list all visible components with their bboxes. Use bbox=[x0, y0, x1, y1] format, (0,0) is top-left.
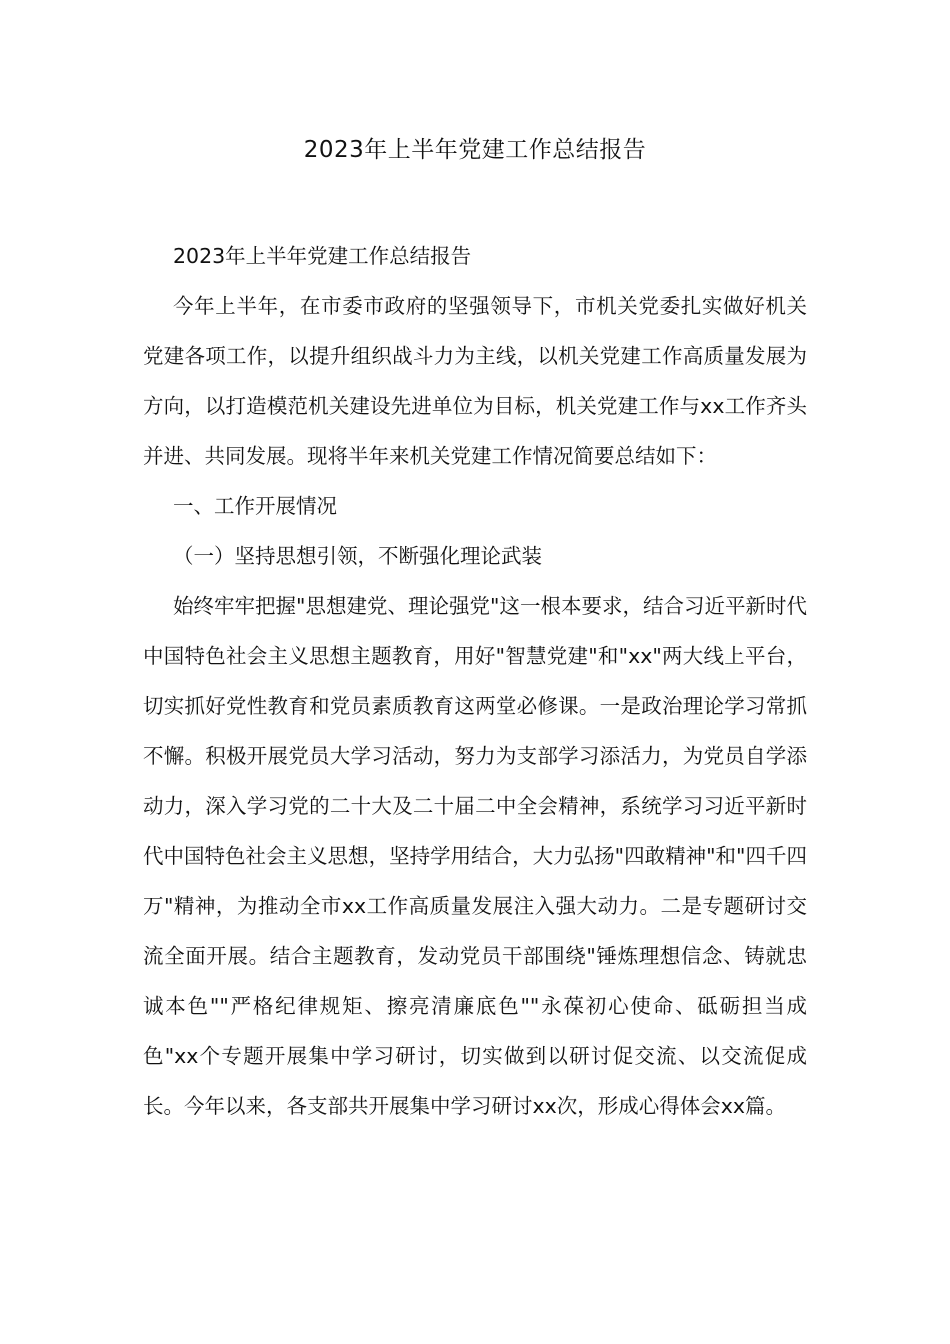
document-body bbox=[143, 231, 807, 1131]
document-title: 2023年上半年党建工作总结报告 bbox=[303, 137, 647, 163]
paragraph-intro: 今年上半年，在市委市政府的坚强领导下，市机关党委扎实做好机关党建各项工作，以提升组织战斗力为主线，以机关党建工作高质量发展为方向，以打造模范机关建设先进单位为目标，机关党建工作与xx工作齐头并进、共同发展。现将半年来机关党建工作情况简要总结如下： bbox=[143, 294, 807, 468]
section-heading: 一、工作开展情况 bbox=[173, 494, 337, 518]
subsection-heading: （一）坚持思想引领，不断强化理论武装 bbox=[173, 544, 542, 568]
paragraph-body: 始终牢牢把握"思想建党、理论强党"这一根本要求，结合习近平新时代中国特色社会主义思想主题教育，用好"智慧党建"和"xx"两大线上平台，切实抓好党性教育和党员素质教育这两堂必修课。一是政治理论学习常抓不懈。积极开展党员大学习活动，努力为支部学习添活力，为党员自学添动力，深入学习党的二十大及二十届二中全会精神，系统学习习近平新时代中国特色社会主义思想，坚持学用结合，大力弘扬"四敢精神"和"四千四万"精神，为推动全市xx工作高质量发展注入强大动力。二是专题研讨交流全面开展。结合主题教育，发动党员干部围绕"锤炼理想信念、铸就忠诚本色""严格纪律规矩、擦亮清廉底色""永葆初心使命、砥砺担当成色"xx个专题开展集中学习研讨，切实做到以研讨促交流、以交流促成长。今年以来，各支部共开展集中学习研讨xx次，形成心得体会xx篇。 bbox=[143, 594, 807, 1118]
paragraph-heading-repeat: 2023年上半年党建工作总结报告 bbox=[173, 244, 472, 268]
